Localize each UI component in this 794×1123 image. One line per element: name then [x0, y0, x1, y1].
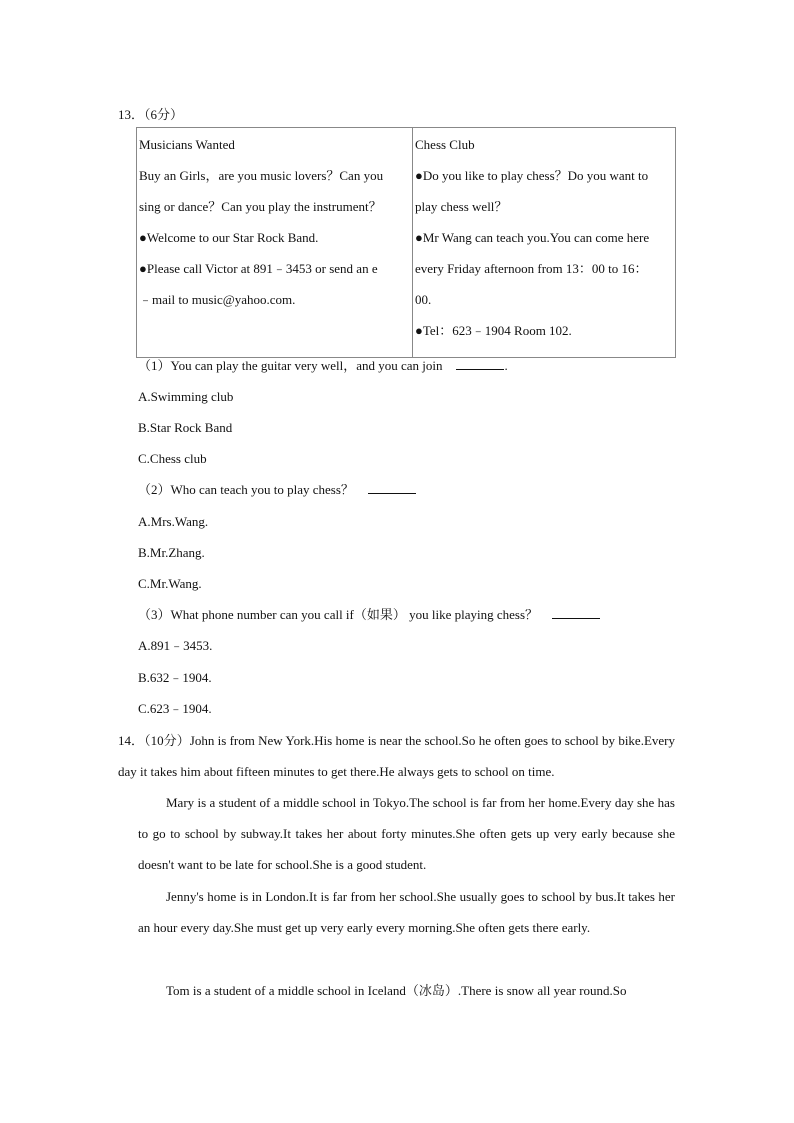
cell-line: sing or dance？Can you play the instrument？: [139, 199, 382, 214]
cell-line: ●Do you like to play chess？Do you want to: [415, 168, 649, 183]
cell-line: ●Tel：623﹣1904 Room 102.: [415, 323, 572, 338]
question-stem-text: （3）What phone number can you call if（如果） you like playing chess？: [138, 607, 539, 622]
question-stem-text: （1）You can play the guitar very well，and you can join: [138, 358, 443, 373]
question-stem-text: （2）Who can teach you to play chess？: [138, 482, 354, 497]
question-14-first-paragraph: [118, 725, 675, 787]
option-c[interactable]: C.623﹣1904.: [138, 701, 212, 716]
cell-line: every Friday afternoon from 13：00 to 16：: [415, 261, 648, 276]
option-c[interactable]: C.Chess club: [138, 451, 207, 466]
passage-paragraph-jenny: Jenny's home is in London.It is far from her school.She usually goes to school by bus.It takes her an hour every day.She must get up very early every morning.She often gets there early.: [138, 889, 675, 935]
passage-paragraph-tom: Tom is a student of a middle school in Iceland（冰岛）.There is snow all year round.So: [166, 983, 627, 998]
option-a[interactable]: A.Mrs.Wang.: [138, 514, 209, 529]
option-b[interactable]: B.Mr.Zhang.: [138, 545, 205, 560]
ads-table: [136, 127, 676, 358]
passage-paragraph-john: John is from New York.His home is near the school.So he often goes to school by bike.Every day it takes him about fifteen minutes to get there.He always gets to school on time.: [118, 733, 675, 779]
question-1-stem: [138, 357, 508, 375]
option-a[interactable]: A.Swimming club: [138, 389, 234, 404]
musicians-wanted-cell: [137, 128, 413, 358]
cell-line: Chess Club: [415, 137, 475, 152]
passage-paragraph-mary: Mary is a student of a middle school in Tokyo.The school is far from her home.Every day she has to go to school by subway.It takes her about forty minutes.She often gets up very early because she doesn't want to be late for school.She is a good student.: [138, 795, 675, 872]
option-c[interactable]: C.Mr.Wang.: [138, 576, 202, 591]
cell-line: ●Please call Victor at 891﹣3453 or send an e: [139, 261, 378, 276]
question-2-stem: [138, 481, 416, 499]
option-b[interactable]: B.632﹣1904.: [138, 670, 212, 685]
cell-line: ●Mr Wang can teach you.You can come here: [415, 230, 650, 245]
answer-blank[interactable]: [552, 606, 600, 619]
chess-club-cell: [413, 128, 676, 358]
question-13-header: 13．（6分）: [118, 107, 184, 122]
cell-line: play chess well？: [415, 199, 508, 214]
question-3-stem: [138, 606, 600, 624]
cell-line: ﹣mail to music@yahoo.com.: [139, 292, 296, 307]
cell-line: 00.: [415, 292, 432, 307]
option-a[interactable]: A.891﹣3453.: [138, 638, 213, 653]
question-14-header: 14．（10分）: [118, 733, 190, 748]
answer-blank[interactable]: [456, 357, 504, 370]
cell-line: Buy an Girls，are you music lovers？Can you: [139, 168, 384, 183]
cell-line: Musicians Wanted: [139, 137, 235, 152]
answer-blank[interactable]: [368, 481, 416, 494]
option-b[interactable]: B.Star Rock Band: [138, 420, 233, 435]
question-stem-suffix: .: [504, 358, 508, 373]
cell-line: ●Welcome to our Star Rock Band.: [139, 230, 319, 245]
